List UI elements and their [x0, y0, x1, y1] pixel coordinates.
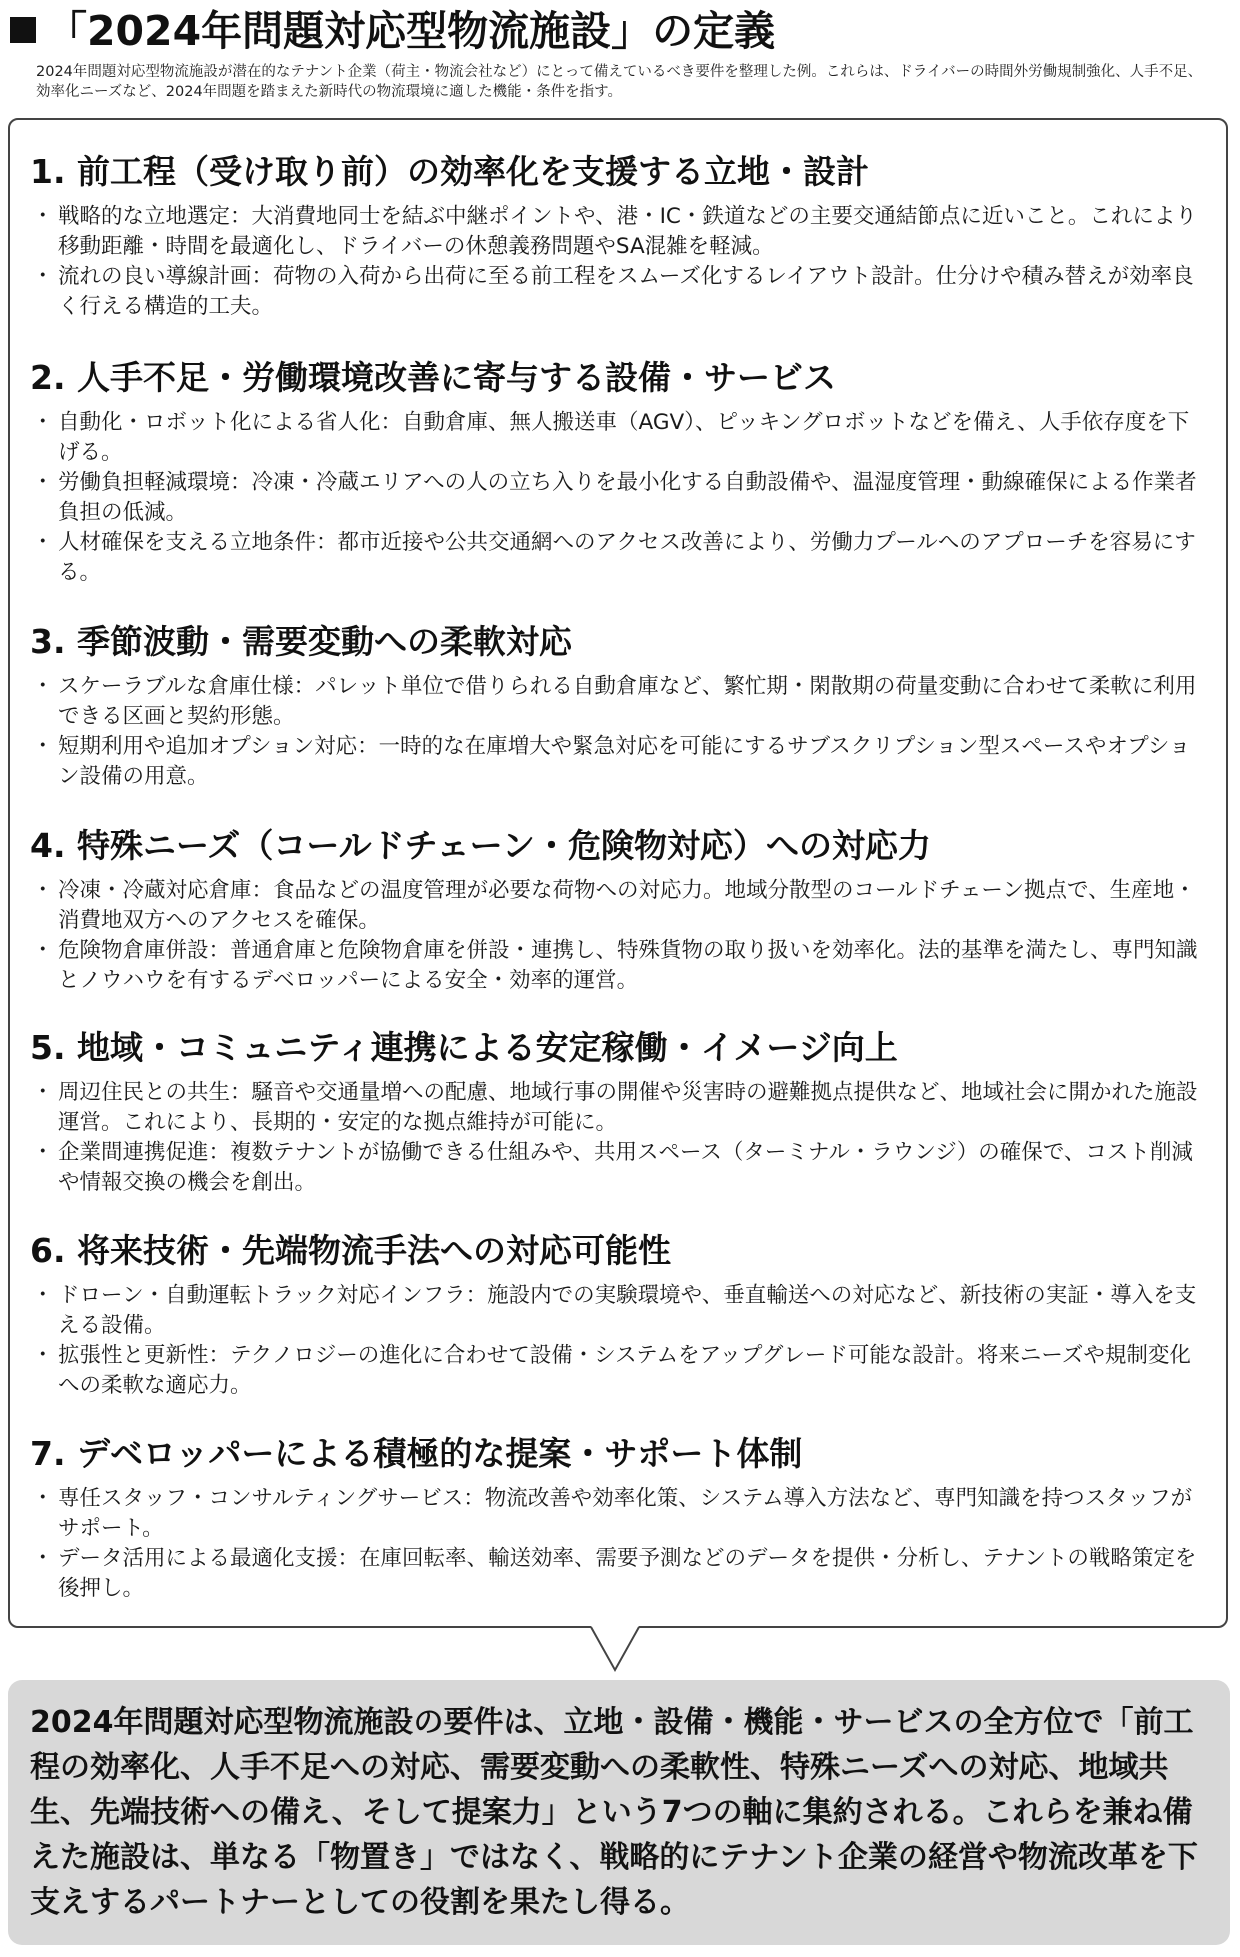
- bullet-item: ・ 流れの良い導線計画：荷物の入荷から出荷に至る前工程をスムーズ化するレイアウト設計。仕分けや積み替えが効率良く行える構造的工夫。: [30, 262, 1200, 322]
- section-7: [30, 1432, 1200, 1604]
- section-heading: 5. 地域・コミュニティ連携による安定稼働・イメージ向上: [30, 1028, 898, 1067]
- bullet-item: ・ 自動化・ロボット化による省人化：自動倉庫、無人搬送車（AGV）、ピッキングロボットなどを備え、人手依存度を下げる。: [30, 408, 1200, 468]
- summary-box: 2024年問題対応型物流施設の要件は、立地・設備・機能・サービスの全方位で「前工程の効率化、人手不足への対応、需要変動への柔軟性、特殊ニーズへの対応、地域共生、先端技術への備え、そして提案力」という7つの軸に集約される。これらを兼ね備えた施設は、単なる「物置き」ではなく、戦略的にテナント企業の経営や物流改革を下支えするパートナーとしての役割を果たし得る。: [8, 1680, 1230, 1945]
- bullet-item: ・ 企業間連携促進：複数テナントが協働できる仕組みや、共用スペース（ターミナル・ラウンジ）の確保で、コスト削減や情報交換の機会を創出。: [30, 1138, 1200, 1198]
- bullet-item: ・ 専任スタッフ・コンサルティングサービス：物流改善や効率化策、システム導入方法など、専門知識を持つスタッフがサポート。: [30, 1484, 1200, 1544]
- section-5: [30, 1026, 1200, 1198]
- page-title: [10, 6, 775, 56]
- section-heading: 1. 前工程（受け取り前）の効率化を支援する立地・設計: [30, 152, 869, 191]
- section-heading: 4. 特殊ニーズ（コールドチェーン・危険物対応）への対応力: [30, 826, 932, 865]
- section-6: [30, 1229, 1200, 1401]
- bullet-item: ・ 冷凍・冷蔵対応倉庫：食品などの温度管理が必要な荷物への対応力。地域分散型のコールドチェーン拠点で、生産地・消費地双方へのアクセスを確保。: [30, 876, 1200, 936]
- section-3: [30, 620, 1200, 792]
- bullet-item: ・ スケーラブルな倉庫仕様：パレット単位で借りられる自動倉庫など、繁忙期・閑散期の荷量変動に合わせて柔軟に利用できる区画と契約形態。: [30, 672, 1200, 732]
- section-2: [30, 356, 1200, 588]
- bullet-item: ・ ドローン・自動運転トラック対応インフラ：施設内での実験環境や、垂直輸送への対応など、新技術の実証・導入を支える設備。: [30, 1281, 1200, 1341]
- bullet-list: [30, 1078, 1200, 1198]
- bullet-list: [30, 876, 1200, 996]
- page-description: 2024年問題対応型物流施設が潜在的なテナント企業（荷主・物流会社など）にとって備えているべき要件を整理した例。これらは、ドライバーの時間外労働規制強化、人手不足、効率化ニーズなど、2024年問題を踏まえた新時代の物流環境に適した機能・条件を指す。: [36, 64, 1203, 100]
- bullet-item: ・ 周辺住民との共生：騒音や交通量増への配慮、地域行事の開催や災害時の避難拠点提供など、地域社会に開かれた施設運営。これにより、長期的・安定的な拠点維持が可能に。: [30, 1078, 1200, 1138]
- bullet-list: [30, 1281, 1200, 1401]
- speech-pointer-icon: [590, 1626, 640, 1676]
- bullet-list: [30, 672, 1200, 792]
- bullet-item: ・ 危険物倉庫併設：普通倉庫と危険物倉庫を併設・連携し、特殊貨物の取り扱いを効率化。法的基準を満たし、専門知識とノウハウを有するデベロッパーによる安全・効率的運営。: [30, 936, 1200, 996]
- section-heading: 2. 人手不足・労働環境改善に寄与する設備・サービス: [30, 358, 836, 397]
- bullet-item: ・ 短期利用や追加オプション対応：一時的な在庫増大や緊急対応を可能にするサブスクリプション型スペースやオプション設備の用意。: [30, 732, 1200, 792]
- section-4: [30, 824, 1200, 996]
- bullet-item: ・ 人材確保を支える立地条件：都市近接や公共交通網へのアクセス改善により、労働力プールへのアプローチを容易にする。: [30, 528, 1200, 588]
- page-title-text: 「2024年問題対応型物流施設」の定義: [46, 7, 776, 55]
- bullet-item: ・ 戦略的な立地選定：大消費地同士を結ぶ中継ポイントや、港・IC・鉄道などの主要交通結節点に近いこと。これにより移動距離・時間を最適化し、ドライバーの休憩義務問題やSA混雑を軽減。: [30, 202, 1200, 262]
- section-1: [30, 150, 1200, 322]
- square-bullet-icon: [10, 17, 36, 43]
- bullet-list: [30, 408, 1200, 588]
- section-heading: 6. 将来技術・先端物流手法への対応可能性: [30, 1231, 671, 1270]
- section-heading: 3. 季節波動・需要変動への柔軟対応: [30, 622, 572, 661]
- bullet-list: [30, 202, 1200, 322]
- bullet-item: ・ データ活用による最適化支援：在庫回転率、輸送効率、需要予測などのデータを提供・分析し、テナントの戦略策定を後押し。: [30, 1544, 1200, 1604]
- bullet-item: ・ 拡張性と更新性：テクノロジーの進化に合わせて設備・システムをアップグレード可能な設計。将来ニーズや規制変化への柔軟な適応力。: [30, 1341, 1200, 1401]
- section-heading: 7. デベロッパーによる積極的な提案・サポート体制: [30, 1434, 803, 1473]
- bullet-list: [30, 1484, 1200, 1604]
- bullet-item: ・ 労働負担軽減環境：冷凍・冷蔵エリアへの人の立ち入りを最小化する自動設備や、温湿度管理・動線確保による作業者負担の低減。: [30, 468, 1200, 528]
